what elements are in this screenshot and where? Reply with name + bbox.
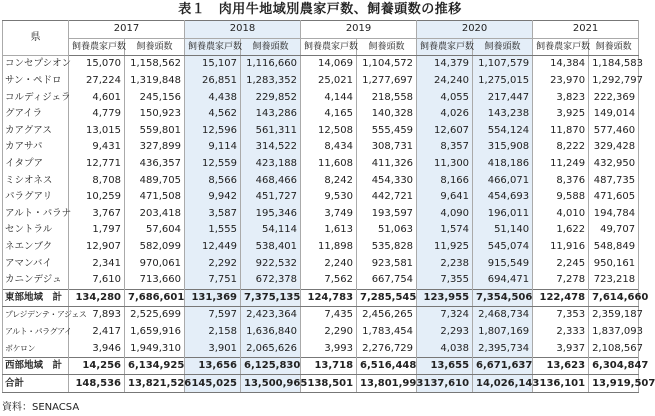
farms-cell: 7,324 [417,307,473,324]
heads-cell: 554,124 [473,123,533,140]
heads-cell: 1,275,015 [473,73,533,90]
heads-cell: 950,161 [589,255,639,272]
region-name: アルト・パラグアイ [3,324,69,341]
farms-cell: 8,566 [185,172,241,189]
farms-cell: 9,588 [533,189,589,206]
heads-col-header: 飼養頭数 [357,38,417,56]
farms-cell: 12,559 [185,156,241,173]
region-name: グアイラ [3,106,69,123]
farms-cell: 1,797 [69,222,125,239]
heads-cell: 1,158,562 [125,56,185,73]
farms-cell: 145,025 [185,375,241,393]
heads-cell: 922,532 [241,255,301,272]
region-name: ボケロン [3,340,69,357]
table-row [3,255,639,272]
farms-cell: 13,623 [533,357,589,375]
farms-cell: 3,937 [533,340,589,357]
farms-cell: 1,555 [185,222,241,239]
farms-cell: 11,898 [301,239,357,256]
farms-col-header: 飼養農家戸数 [417,38,473,56]
farms-cell: 12,596 [185,123,241,140]
farms-cell: 4,779 [69,106,125,123]
east-total-row [3,289,639,307]
heads-cell: 1,807,169 [473,324,533,341]
farms-cell: 4,038 [417,340,473,357]
heads-cell: 6,304,847 [589,357,639,375]
farms-cell: 1,622 [533,222,589,239]
region-name: カアグアス [3,123,69,140]
heads-cell: 436,357 [125,156,185,173]
heads-cell: 915,549 [473,255,533,272]
heads-cell: 577,460 [589,123,639,140]
heads-cell: 535,828 [357,239,417,256]
heads-cell: 329,428 [589,139,639,156]
heads-cell: 2,108,567 [589,340,639,357]
farms-cell: 12,508 [301,123,357,140]
heads-cell: 150,923 [125,106,185,123]
heads-cell: 57,604 [125,222,185,239]
farms-cell: 23,970 [533,73,589,90]
heads-cell: 222,369 [589,89,639,106]
heads-cell: 1,659,916 [125,324,185,341]
heads-cell: 2,525,699 [125,307,185,324]
heads-cell: 713,660 [125,272,185,289]
farms-cell: 2,240 [301,255,357,272]
region-name: パラグアリ [3,189,69,206]
farms-cell: 11,925 [417,239,473,256]
farms-cell: 7,562 [301,272,357,289]
region-name: ミシオネス [3,172,69,189]
heads-cell: 6,125,830 [241,357,301,375]
heads-cell: 1,184,583 [589,56,639,73]
year-header-2021: 2021 [533,21,639,39]
table-row [3,239,639,256]
farms-cell: 2,341 [69,255,125,272]
heads-cell: 1,783,454 [357,324,417,341]
farms-cell: 7,355 [417,272,473,289]
heads-cell: 454,693 [473,189,533,206]
table-row [3,206,639,223]
heads-cell: 140,328 [357,106,417,123]
heads-cell: 314,522 [241,139,301,156]
heads-cell: 13,500,965 [241,375,301,393]
region-name: 合計 [3,375,69,393]
heads-cell: 1,319,848 [125,73,185,90]
grand-total-row [3,375,639,393]
farms-cell: 3,767 [69,206,125,223]
table-row [3,123,639,140]
heads-cell: 2,065,626 [241,340,301,357]
farms-cell: 14,256 [69,357,125,375]
heads-cell: 6,516,448 [357,357,417,375]
farms-cell: 9,942 [185,189,241,206]
source-note: 資料：SENACSA [2,402,80,413]
region-name: コルディジェラ [3,89,69,106]
farms-cell: 1,613 [301,222,357,239]
farms-cell: 12,607 [417,123,473,140]
region-name: サン・ペドロ [3,73,69,90]
region-name: アマンバイ [3,255,69,272]
heads-cell: 143,238 [473,106,533,123]
farms-cell: 14,069 [301,56,357,73]
heads-col-header: 飼養頭数 [473,38,533,56]
heads-col-header: 飼養頭数 [241,38,301,56]
table-row [3,189,639,206]
farms-cell: 7,610 [69,272,125,289]
farms-cell: 2,290 [301,324,357,341]
heads-cell: 555,459 [357,123,417,140]
heads-cell: 14,026,143 [473,375,533,393]
heads-cell: 327,899 [125,139,185,156]
heads-cell: 2,468,734 [473,307,533,324]
heads-cell: 451,727 [241,189,301,206]
farms-cell: 1,574 [417,222,473,239]
farms-cell: 134,280 [69,289,125,307]
heads-cell: 308,731 [357,139,417,156]
heads-cell: 489,705 [125,172,185,189]
farms-cell: 27,224 [69,73,125,90]
heads-col-header: 飼養頭数 [125,38,185,56]
heads-cell: 1,636,840 [241,324,301,341]
heads-cell: 196,011 [473,206,533,223]
farms-cell: 9,641 [417,189,473,206]
heads-cell: 468,466 [241,172,301,189]
table-row [3,324,639,341]
farms-cell: 3,587 [185,206,241,223]
heads-cell: 49,707 [589,222,639,239]
heads-cell: 195,346 [241,206,301,223]
farms-cell: 13,655 [417,357,473,375]
heads-cell: 487,735 [589,172,639,189]
farms-cell: 4,026 [417,106,473,123]
heads-cell: 149,014 [589,106,639,123]
heads-cell: 423,188 [241,156,301,173]
farms-cell: 13,656 [185,357,241,375]
farms-cell: 9,431 [69,139,125,156]
heads-cell: 7,354,506 [473,289,533,307]
farms-cell: 11,608 [301,156,357,173]
region-name: イタプア [3,156,69,173]
farms-cell: 3,993 [301,340,357,357]
heads-cell: 7,614,660 [589,289,639,307]
heads-cell: 672,378 [241,272,301,289]
year-header-2018: 2018 [185,21,301,39]
table-row [3,139,639,156]
year-header-2020: 2020 [417,21,533,39]
heads-cell: 51,140 [473,222,533,239]
year-header-2019: 2019 [301,21,417,39]
heads-cell: 548,849 [589,239,639,256]
heads-col-header: 飼養頭数 [589,38,639,56]
farms-cell: 3,823 [533,89,589,106]
farms-cell: 137,610 [417,375,473,393]
heads-cell: 7,285,545 [357,289,417,307]
farms-cell: 3,749 [301,206,357,223]
heads-cell: 418,186 [473,156,533,173]
ken-header: 県 [3,21,69,56]
table-row [3,307,639,324]
region-name: 西部地域 計 [3,357,69,375]
farms-cell: 3,946 [69,340,125,357]
farms-cell: 14,379 [417,56,473,73]
heads-cell: 471,605 [589,189,639,206]
table-row [3,172,639,189]
farms-cell: 124,783 [301,289,357,307]
farms-cell: 8,357 [417,139,473,156]
heads-cell: 2,276,729 [357,340,417,357]
heads-cell: 2,423,364 [241,307,301,324]
farms-col-header: 飼養農家戸数 [185,38,241,56]
farms-cell: 8,376 [533,172,589,189]
farms-cell: 136,101 [533,375,589,393]
region-name: セントラル [3,222,69,239]
farms-cell: 4,601 [69,89,125,106]
heads-cell: 559,801 [125,123,185,140]
heads-cell: 1,107,579 [473,56,533,73]
west-total-row [3,357,639,375]
farms-cell: 2,293 [417,324,473,341]
heads-cell: 1,116,660 [241,56,301,73]
region-name: カニンデジュ [3,272,69,289]
farms-cell: 10,259 [69,189,125,206]
table-row [3,56,639,73]
heads-cell: 2,395,734 [473,340,533,357]
farms-cell: 148,536 [69,375,125,393]
farms-cell: 9,114 [185,139,241,156]
heads-cell: 538,401 [241,239,301,256]
heads-cell: 229,852 [241,89,301,106]
heads-cell: 6,671,637 [473,357,533,375]
farms-cell: 4,438 [185,89,241,106]
farms-cell: 8,708 [69,172,125,189]
heads-cell: 13,801,993 [357,375,417,393]
heads-cell: 561,311 [241,123,301,140]
table-row [3,89,639,106]
farms-col-header: 飼養農家戸数 [69,38,125,56]
heads-cell: 143,286 [241,106,301,123]
heads-cell: 545,074 [473,239,533,256]
farms-cell: 7,353 [533,307,589,324]
farms-cell: 15,070 [69,56,125,73]
heads-cell: 2,359,187 [589,307,639,324]
farms-cell: 2,333 [533,324,589,341]
farms-cell: 12,907 [69,239,125,256]
cattle-table [2,20,655,393]
farms-cell: 14,384 [533,56,589,73]
heads-cell: 694,471 [473,272,533,289]
heads-cell: 13,821,526 [125,375,185,393]
farms-cell: 4,055 [417,89,473,106]
heads-cell: 315,908 [473,139,533,156]
region-name: コンセプシオン [3,56,69,73]
farms-col-header: 飼養農家戸数 [301,38,357,56]
heads-cell: 245,156 [125,89,185,106]
heads-cell: 466,071 [473,172,533,189]
farms-cell: 2,245 [533,255,589,272]
farms-col-header: 飼養農家戸数 [533,38,589,56]
heads-cell: 51,063 [357,222,417,239]
heads-cell: 7,375,135 [241,289,301,307]
heads-cell: 194,784 [589,206,639,223]
farms-cell: 7,597 [185,307,241,324]
farms-cell: 8,242 [301,172,357,189]
heads-cell: 218,558 [357,89,417,106]
heads-cell: 2,456,265 [357,307,417,324]
table-row [3,156,639,173]
farms-cell: 123,955 [417,289,473,307]
farms-cell: 4,562 [185,106,241,123]
farms-cell: 7,435 [301,307,357,324]
heads-cell: 432,950 [589,156,639,173]
farms-cell: 131,369 [185,289,241,307]
table-title: 表１ 肉用牛地域別農家戸数、飼養頭数の推移 [178,2,462,17]
heads-cell: 193,597 [357,206,417,223]
region-name: ネエンブク [3,239,69,256]
farms-cell: 11,249 [533,156,589,173]
table-row [3,106,639,123]
farms-cell: 122,478 [533,289,589,307]
farms-cell: 11,870 [533,123,589,140]
farms-cell: 3,901 [185,340,241,357]
heads-cell: 454,330 [357,172,417,189]
heads-cell: 1,949,310 [125,340,185,357]
farms-cell: 26,851 [185,73,241,90]
farms-cell: 7,751 [185,272,241,289]
farms-cell: 3,925 [533,106,589,123]
farms-cell: 138,501 [301,375,357,393]
farms-cell: 7,893 [69,307,125,324]
farms-cell: 11,916 [533,239,589,256]
farms-cell: 9,530 [301,189,357,206]
heads-cell: 217,447 [473,89,533,106]
farms-cell: 13,015 [69,123,125,140]
heads-cell: 1,283,352 [241,73,301,90]
heads-cell: 471,508 [125,189,185,206]
farms-cell: 4,165 [301,106,357,123]
farms-cell: 8,222 [533,139,589,156]
heads-cell: 667,754 [357,272,417,289]
farms-cell: 24,240 [417,73,473,90]
farms-cell: 7,278 [533,272,589,289]
table-row [3,222,639,239]
region-name: 東部地域 計 [3,289,69,307]
farms-cell: 13,718 [301,357,357,375]
region-name: カアサパ [3,139,69,156]
heads-cell: 970,061 [125,255,185,272]
table-row [3,272,639,289]
farms-cell: 8,166 [417,172,473,189]
region-name: アルト・パラナ [3,206,69,223]
farms-cell: 4,090 [417,206,473,223]
heads-cell: 7,686,601 [125,289,185,307]
farms-cell: 15,107 [185,56,241,73]
farms-cell: 8,434 [301,139,357,156]
heads-cell: 442,721 [357,189,417,206]
heads-cell: 582,099 [125,239,185,256]
farms-cell: 25,021 [301,73,357,90]
farms-cell: 4,144 [301,89,357,106]
farms-cell: 11,300 [417,156,473,173]
region-name: プレジデンテ・アジェス [3,307,69,324]
year-header-2017: 2017 [69,21,185,39]
heads-cell: 13,919,507 [589,375,639,393]
heads-cell: 6,134,925 [125,357,185,375]
farms-cell: 2,158 [185,324,241,341]
heads-cell: 1,837,093 [589,324,639,341]
heads-cell: 1,104,572 [357,56,417,73]
farms-cell: 2,238 [417,255,473,272]
table-row [3,73,639,90]
heads-cell: 54,114 [241,222,301,239]
heads-cell: 923,581 [357,255,417,272]
table-row [3,340,639,357]
heads-cell: 203,418 [125,206,185,223]
heads-cell: 723,218 [589,272,639,289]
farms-cell: 12,771 [69,156,125,173]
farms-cell: 12,449 [185,239,241,256]
farms-cell: 2,292 [185,255,241,272]
farms-cell: 2,417 [69,324,125,341]
farms-cell: 4,010 [533,206,589,223]
heads-cell: 1,277,697 [357,73,417,90]
heads-cell: 411,326 [357,156,417,173]
heads-cell: 1,292,797 [589,73,639,90]
